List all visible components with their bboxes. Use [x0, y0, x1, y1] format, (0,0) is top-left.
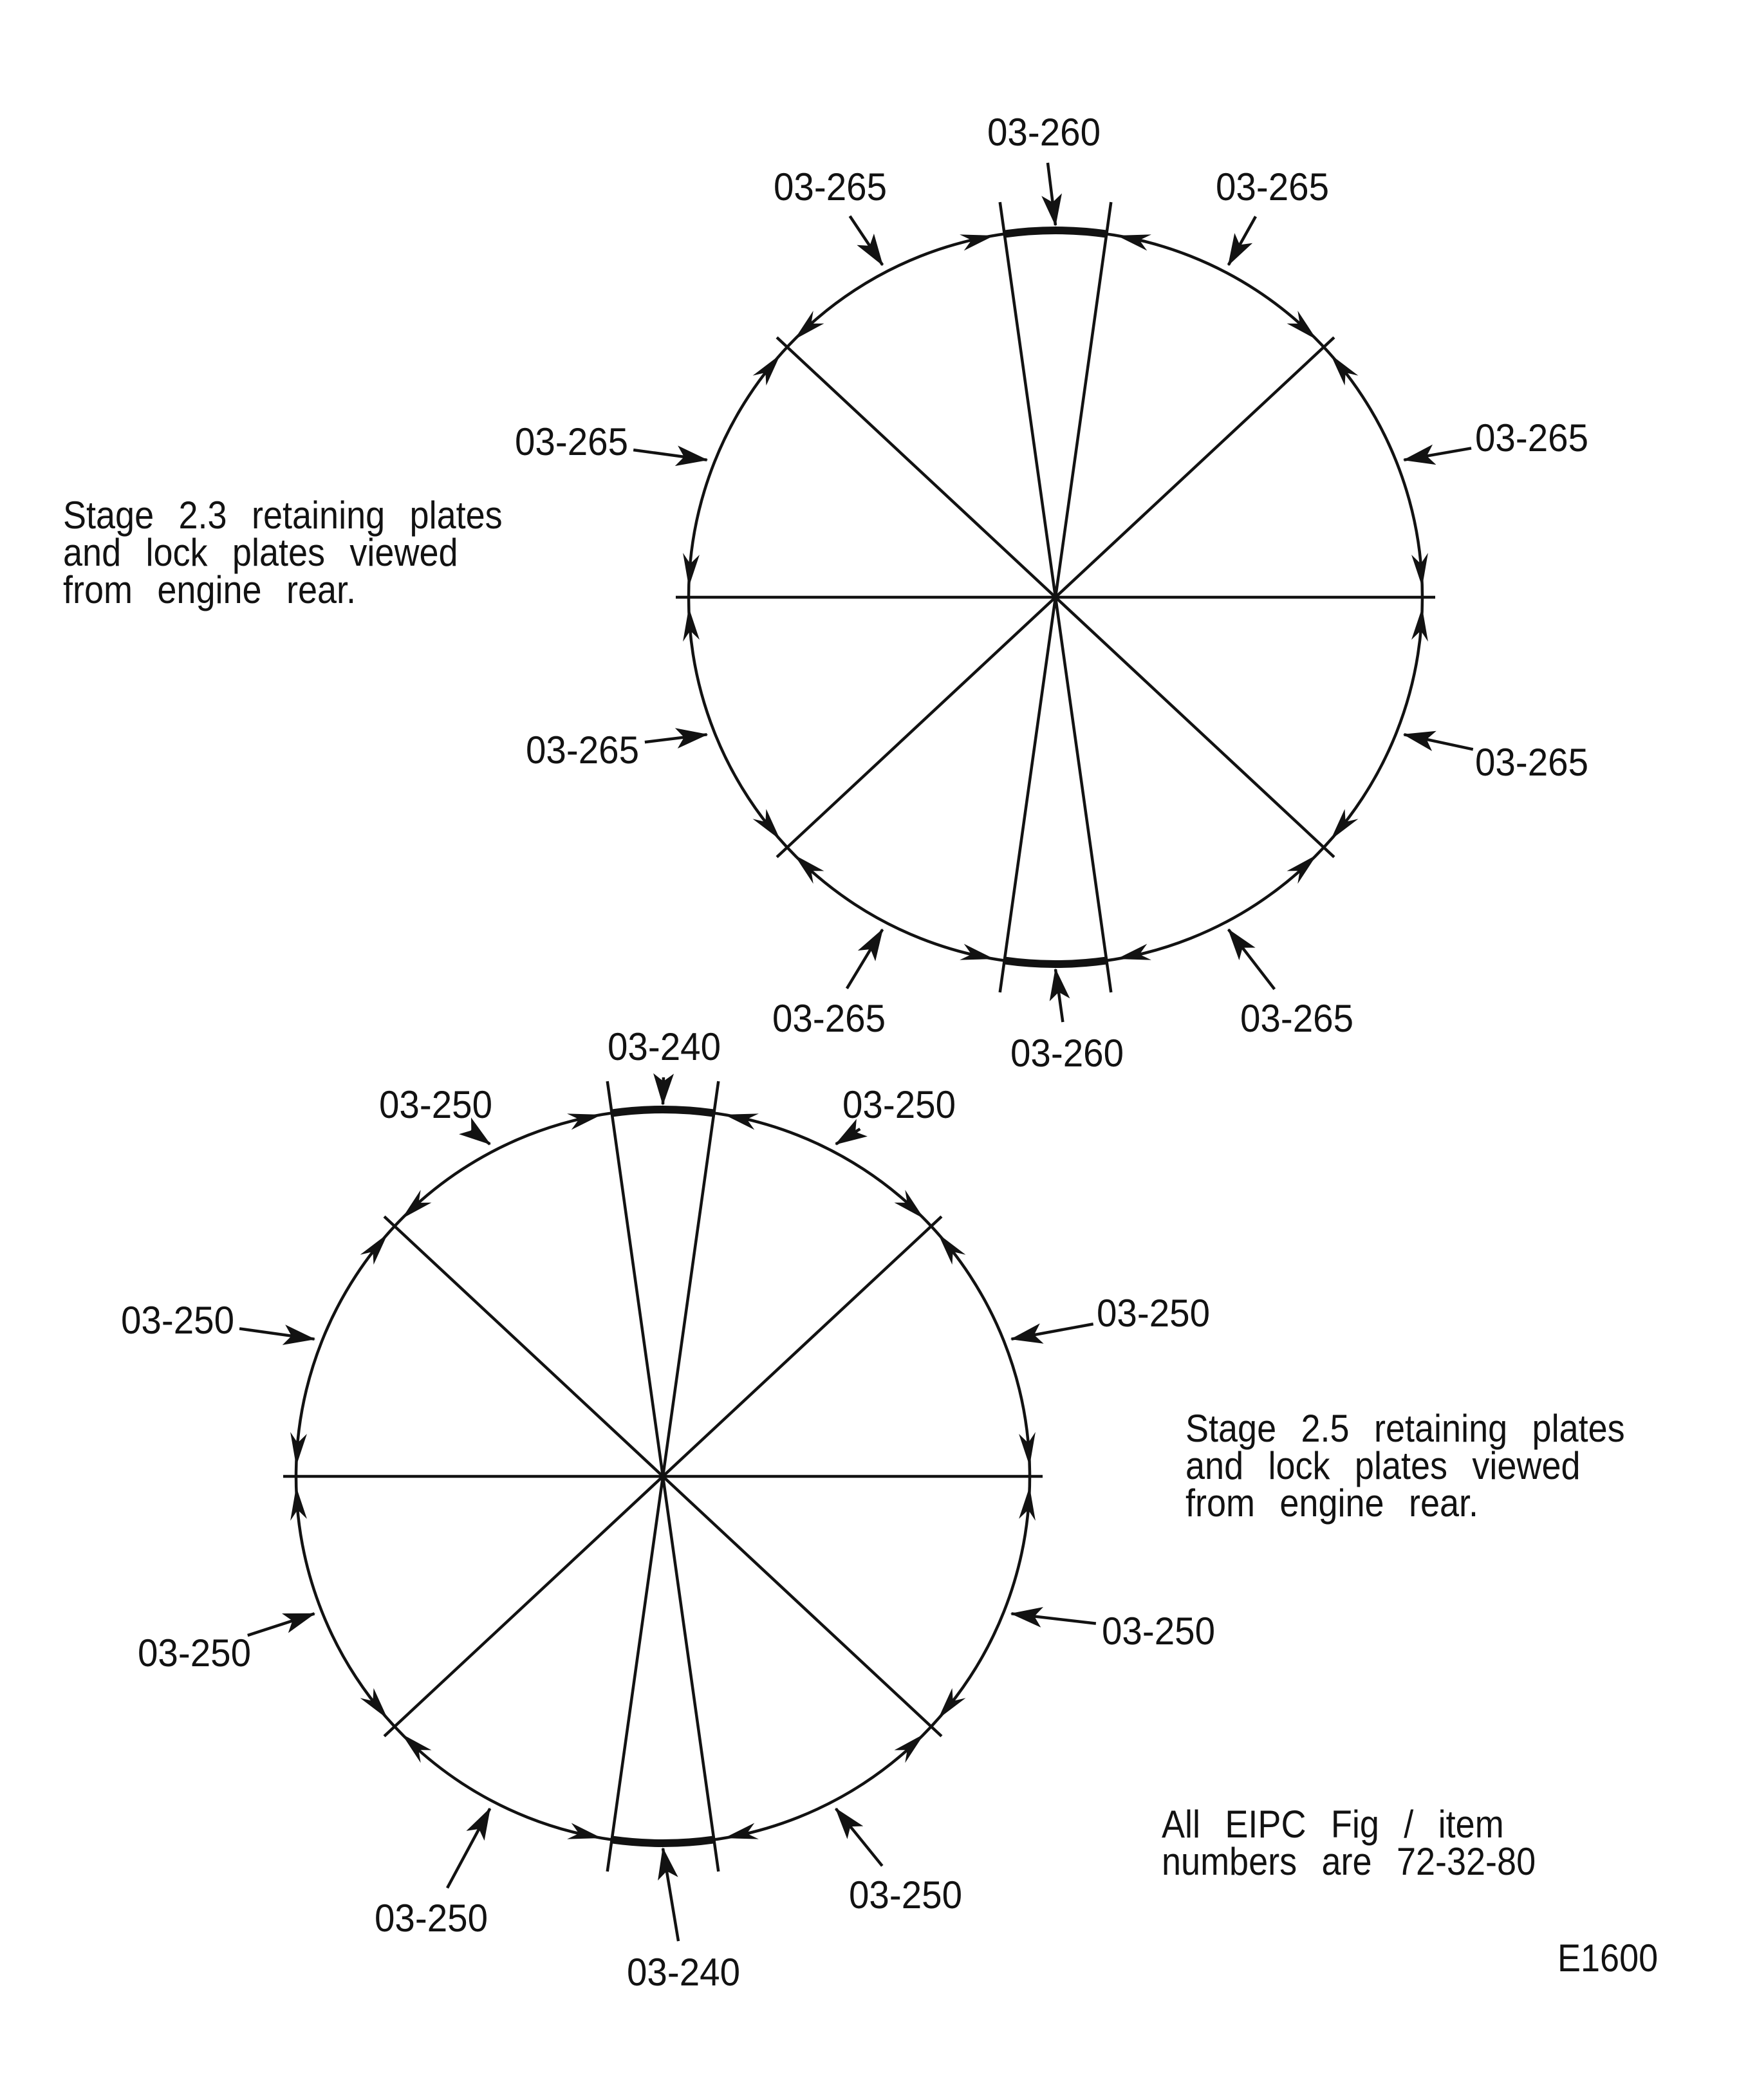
- label-leader-arrow: [836, 1808, 882, 1866]
- spoke-line: [384, 1476, 663, 1736]
- spoke-line: [777, 597, 1055, 857]
- label-leader-arrow: [645, 734, 707, 742]
- rim-arrowhead: [360, 1234, 388, 1265]
- label-leader-arrow: [847, 929, 882, 989]
- plate-label: 03-250: [375, 1897, 488, 1940]
- plate-label: 03-260: [1010, 1032, 1124, 1075]
- rim-arrowhead: [938, 1234, 966, 1265]
- label-leader-arrow: [663, 1077, 664, 1104]
- spoke-line: [777, 337, 1055, 597]
- label-leader-arrow: [1404, 734, 1473, 749]
- plate-label: 03-265: [1475, 741, 1588, 784]
- label-leader-arrow: [663, 1848, 678, 1941]
- spoke-line: [1055, 337, 1334, 597]
- retaining-plate-arc: [612, 1110, 714, 1113]
- label-leader-arrow: [1055, 969, 1063, 1022]
- spoke-line: [608, 1081, 663, 1476]
- plate-label: 03-265: [526, 729, 639, 772]
- plate-label: 03-250: [121, 1299, 234, 1342]
- plate-label: 03-250: [379, 1083, 492, 1126]
- caption-line: Stage 2.3 retaining plates: [63, 494, 503, 537]
- label-leader-arrow: [248, 1613, 315, 1635]
- figure-code: E1600: [1557, 1937, 1659, 1980]
- caption-line: and lock plates viewed: [63, 531, 458, 574]
- plate-label: 03-250: [138, 1631, 251, 1675]
- plate-label: 03-265: [772, 997, 886, 1040]
- label-leader-arrow: [1229, 929, 1275, 989]
- rim-arrowhead: [753, 809, 781, 840]
- eipc-note: [1162, 1803, 1536, 1883]
- caption-line: from engine rear.: [63, 568, 357, 611]
- spoke-line: [663, 1476, 942, 1736]
- label-leader-arrow: [471, 1130, 490, 1144]
- retaining-plate-arc: [612, 1839, 714, 1843]
- plate-label: 03-260: [987, 111, 1101, 154]
- label-leader-arrow: [1404, 448, 1472, 460]
- spoke-line: [1055, 597, 1334, 857]
- label-leader-arrow: [1229, 216, 1256, 265]
- rim-arrowhead: [360, 1688, 388, 1719]
- plate-label: 03-265: [1216, 165, 1329, 209]
- stage-2-5-caption: [1185, 1407, 1625, 1525]
- plate-label: 03-250: [1097, 1292, 1210, 1335]
- spoke-line: [663, 1476, 718, 1872]
- rim-arrowhead: [1331, 809, 1359, 840]
- plate-label: 03-240: [608, 1025, 721, 1068]
- plate-label: 03-250: [842, 1083, 956, 1126]
- spoke-line: [1000, 202, 1055, 597]
- label-leader-arrow: [850, 216, 883, 265]
- retaining-plate-arc: [1005, 230, 1107, 234]
- note-line: All EIPC Fig / item: [1162, 1803, 1504, 1846]
- caption-line: from engine rear.: [1185, 1482, 1479, 1525]
- spoke-line: [1055, 597, 1111, 992]
- spoke-line: [384, 1216, 663, 1476]
- spoke-line: [663, 1216, 942, 1476]
- retaining-plate-arc: [1005, 960, 1107, 964]
- plate-label: 03-265: [774, 165, 887, 209]
- spoke-line: [1055, 202, 1111, 597]
- plate-label: 03-250: [849, 1873, 962, 1917]
- plate-label: 03-265: [515, 420, 628, 463]
- stage-2-3-diagram: [515, 111, 1588, 1075]
- rim-arrowhead: [753, 355, 781, 386]
- plate-label: 03-265: [1240, 997, 1353, 1040]
- label-leader-arrow: [633, 450, 707, 460]
- caption-line: and lock plates viewed: [1185, 1444, 1581, 1487]
- plate-label: 03-250: [1102, 1610, 1215, 1653]
- label-leader-arrow: [239, 1328, 314, 1339]
- rim-arrowhead: [938, 1688, 966, 1719]
- caption-line: Stage 2.5 retaining plates: [1185, 1407, 1625, 1450]
- spoke-line: [663, 1081, 718, 1476]
- plate-label: 03-265: [1475, 416, 1588, 460]
- label-leader-arrow: [1012, 1324, 1093, 1339]
- label-leader-arrow: [447, 1808, 490, 1888]
- plate-label: 03-240: [627, 1951, 740, 1994]
- stage-2-5-diagram: [121, 1025, 1215, 1994]
- label-leader-arrow: [836, 1129, 860, 1144]
- spoke-line: [608, 1476, 663, 1872]
- rim-arrowhead: [1331, 355, 1359, 386]
- stage-2-3-caption: [63, 494, 503, 611]
- label-leader-arrow: [1012, 1613, 1096, 1623]
- note-line: numbers are 72-32-80: [1162, 1840, 1536, 1883]
- label-leader-arrow: [1048, 163, 1055, 225]
- spoke-line: [1000, 597, 1055, 992]
